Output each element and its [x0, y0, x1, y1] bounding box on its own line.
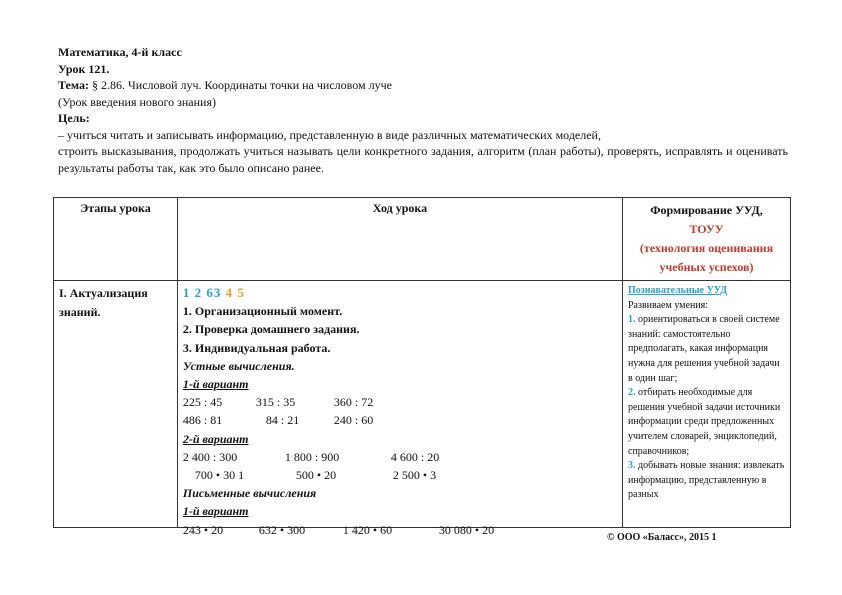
expression: 1 420 • 60: [342, 522, 393, 537]
list-item: 1. Организационный момент.: [182, 304, 343, 319]
expression-row: [183, 411, 617, 429]
lesson-table: [53, 197, 791, 537]
task-number: 6: [206, 285, 214, 300]
expression: 360 : 72: [333, 395, 374, 410]
uud-item-text: отбирать необходимые для решения учебной задачи источники информации среди предложенных учителем словарей, энциклопедий, справочников;: [628, 387, 781, 457]
uud-item-number: 2.: [628, 387, 636, 399]
uud-item: [628, 386, 785, 459]
theme-line: [58, 77, 788, 94]
expression: 240 : 60: [333, 413, 374, 428]
expression: 225 : 45: [182, 395, 223, 410]
expression: 2 500 • 3: [392, 467, 437, 482]
list-item: 2. Проверка домашнего задания.: [182, 322, 360, 337]
copyright-footer: © ООО «Баласс», 2015 1: [607, 532, 717, 543]
uud-item-text: добывать новые знания: извлекать информацию, представленную в разных: [628, 460, 785, 501]
header-stages: Этапы урока: [54, 198, 178, 281]
task-number: 2: [194, 285, 203, 300]
table-header-row: [54, 198, 791, 281]
uud-item: [628, 459, 785, 503]
header-course: Ход урока: [177, 198, 622, 281]
lesson-number: Урок 121.: [58, 61, 110, 76]
lesson-type: (Урок введения нового знания): [58, 94, 216, 109]
task-number: 1: [182, 285, 191, 300]
uud-intro: Развиваем умения:: [628, 299, 709, 311]
expression: 84 : 21: [265, 413, 300, 428]
expression: 486 : 81: [182, 413, 223, 428]
goal-line-1: – учиться читать и записывать информацию, представленную в виде различных математических моделей,: [58, 127, 601, 142]
task-number: 3: [213, 285, 222, 300]
list-item: 3. Индивидуальная работа.: [182, 340, 331, 355]
variant-1-label: 1-й вариант: [182, 377, 249, 392]
lesson-header: [58, 44, 788, 176]
variant-2-label: 2-й вариант: [182, 431, 249, 446]
uud-item-number: 3.: [628, 460, 636, 472]
subject-line: Математика, 4-й класс: [58, 45, 182, 59]
uud-item-text: ориентироваться в своей системе знаний: самостоятельно предполагать, какая информация нужна для решения учебной задачи в один шаг;: [628, 314, 780, 384]
expression: 2 400 : 300: [182, 449, 238, 464]
task-numbers: [183, 284, 617, 302]
task-number: 5: [237, 285, 245, 300]
expression: 315 : 35: [255, 395, 296, 410]
goal-label: Цель:: [58, 111, 90, 125]
uud-cell: [623, 281, 791, 528]
header-uud: [623, 198, 791, 281]
header-uud-line1: Формирование УУД,: [650, 203, 763, 217]
theme-label: Тема:: [58, 78, 89, 92]
task-number: 4: [225, 285, 234, 300]
expression-row: [183, 448, 617, 466]
theme-text: § 2.86. Числовой луч. Координаты точки на числовом луче: [88, 78, 392, 92]
written-variant-label: 1-й вариант: [182, 504, 249, 519]
uud-item: [628, 313, 785, 386]
uud-title: Познавательные УУД: [628, 285, 728, 296]
expression-row: [183, 393, 617, 411]
expression: 700 • 30 1: [194, 467, 245, 482]
goal-line-2: строить высказывания, продолжать учиться называть цели конкретного задания, алгоритм (план работы), проверять, исправлять и оценивать результаты работы так, как это было описано ранее.: [58, 144, 788, 175]
expression: 632 • 300: [258, 522, 306, 537]
expression: 1 800 : 900: [284, 449, 340, 464]
table-row: [54, 281, 791, 528]
expression: 30 080 • 20: [438, 522, 495, 537]
written-title: Письменные вычисления: [182, 486, 317, 501]
header-uud-line2: ТОУУ: [689, 222, 724, 236]
oral-title: Устные вычисления.: [182, 358, 295, 373]
expression: 243 • 20: [182, 522, 224, 537]
expression: 4 600 : 20: [390, 449, 440, 464]
uud-item-number: 1.: [628, 314, 636, 326]
expression: 500 • 20: [295, 467, 337, 482]
expression-row: [183, 521, 617, 539]
course-cell: [177, 281, 622, 537]
stage-cell: I. Актуализация знаний.: [54, 281, 178, 528]
expression-row: [183, 466, 617, 484]
header-uud-line3: (технология оценивания учебных успехов): [639, 241, 774, 274]
